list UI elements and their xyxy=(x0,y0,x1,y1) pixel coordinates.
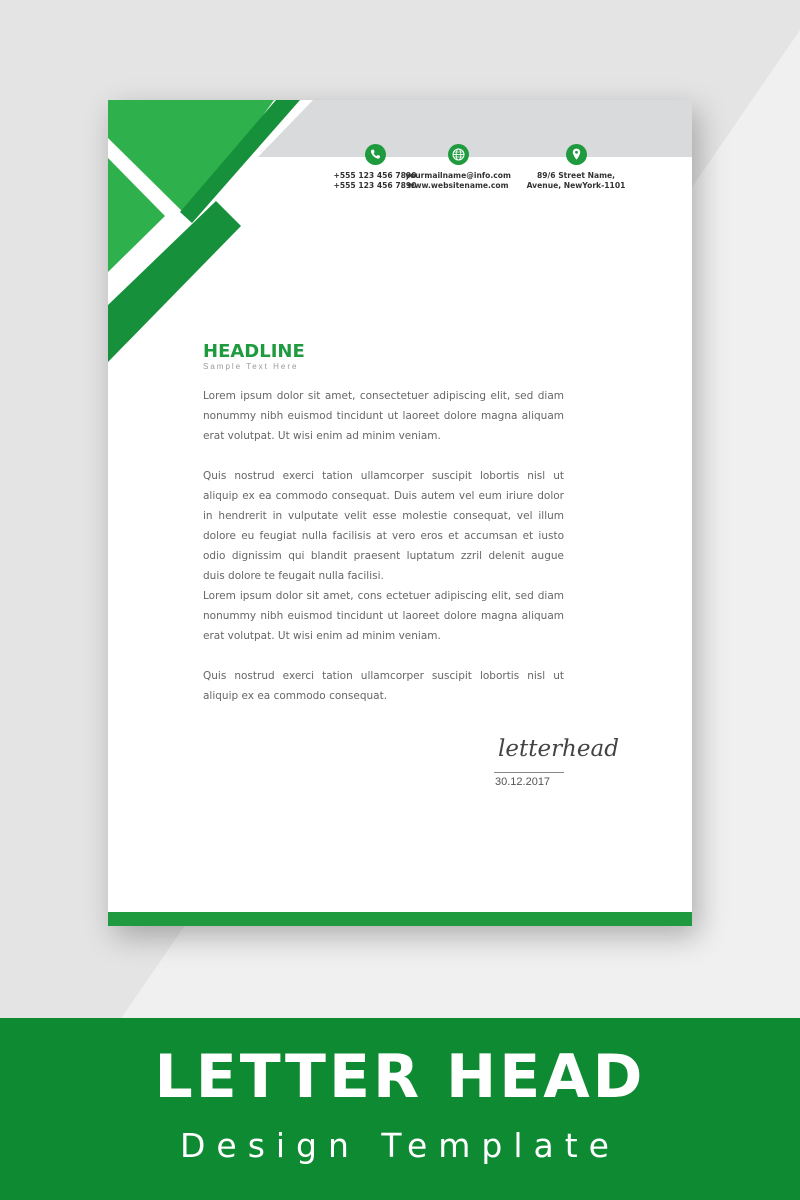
phone-icon xyxy=(365,144,386,165)
banner-title: LETTER HEAD xyxy=(154,1042,646,1112)
headline: HEADLINE xyxy=(203,341,305,362)
globe-icon xyxy=(448,144,469,165)
title-banner xyxy=(0,1018,800,1200)
phone-line-1: +555 123 456 7890 xyxy=(333,171,417,180)
signature: letterhead xyxy=(498,736,619,762)
signature-line xyxy=(494,772,564,773)
address-line-2: Avenue, NewYork-1101 xyxy=(526,181,626,190)
paper-footer-bar xyxy=(108,912,692,926)
paragraph-3: Lorem ipsum dolor sit amet, cons ectetuer adipiscing elit, sed diam nonummy nibh euismod tincidunt ut laoreet dolore magna aliquam erat volutpat. Ut wisi enim ad minim veniam. xyxy=(203,590,564,642)
contact-address xyxy=(521,144,631,191)
email-text: yourmailname@info.com xyxy=(405,171,511,180)
paragraph-2: Quis nostrud exerci tation ullamcorper suscipit lobortis nisl ut aliquip ex ea commodo consequat. Duis autem vel eum iriure dolor in hendrerit in vulputate velit esse molestie consequat, vel illum dolore eu feugiat nulla facilisis at vero eros et accumsan et iusto odio dignissim qui blandit praesent luptatum zzril delenit augue duis dolore te feugait nulla facilisi. xyxy=(203,470,564,582)
location-pin-icon xyxy=(566,144,587,165)
paragraph-1: Lorem ipsum dolor sit amet, consectetuer adipiscing elit, sed diam nonummy nibh euismod tincidunt ut laoreet dolore magna aliquam erat volutpat. Ut wisi enim ad minim veniam. xyxy=(203,390,564,442)
banner-subtitle: Design Template xyxy=(179,1126,620,1165)
letter-body xyxy=(203,386,564,706)
contact-web xyxy=(398,144,518,191)
website-text: www.websitename.com xyxy=(407,181,509,190)
letterhead-paper xyxy=(108,100,692,926)
address-line-1: 89/6 Street Name, xyxy=(536,171,616,180)
signature-date: 30.12.2017 xyxy=(495,776,551,788)
paragraph-4: Quis nostrud exerci tation ullamcorper suscipit lobortis nisl ut aliquip ex ea commodo consequat. xyxy=(203,670,564,702)
subheadline: Sample Text Here xyxy=(203,362,299,371)
phone-line-2: +555 123 456 7890 xyxy=(333,181,417,190)
